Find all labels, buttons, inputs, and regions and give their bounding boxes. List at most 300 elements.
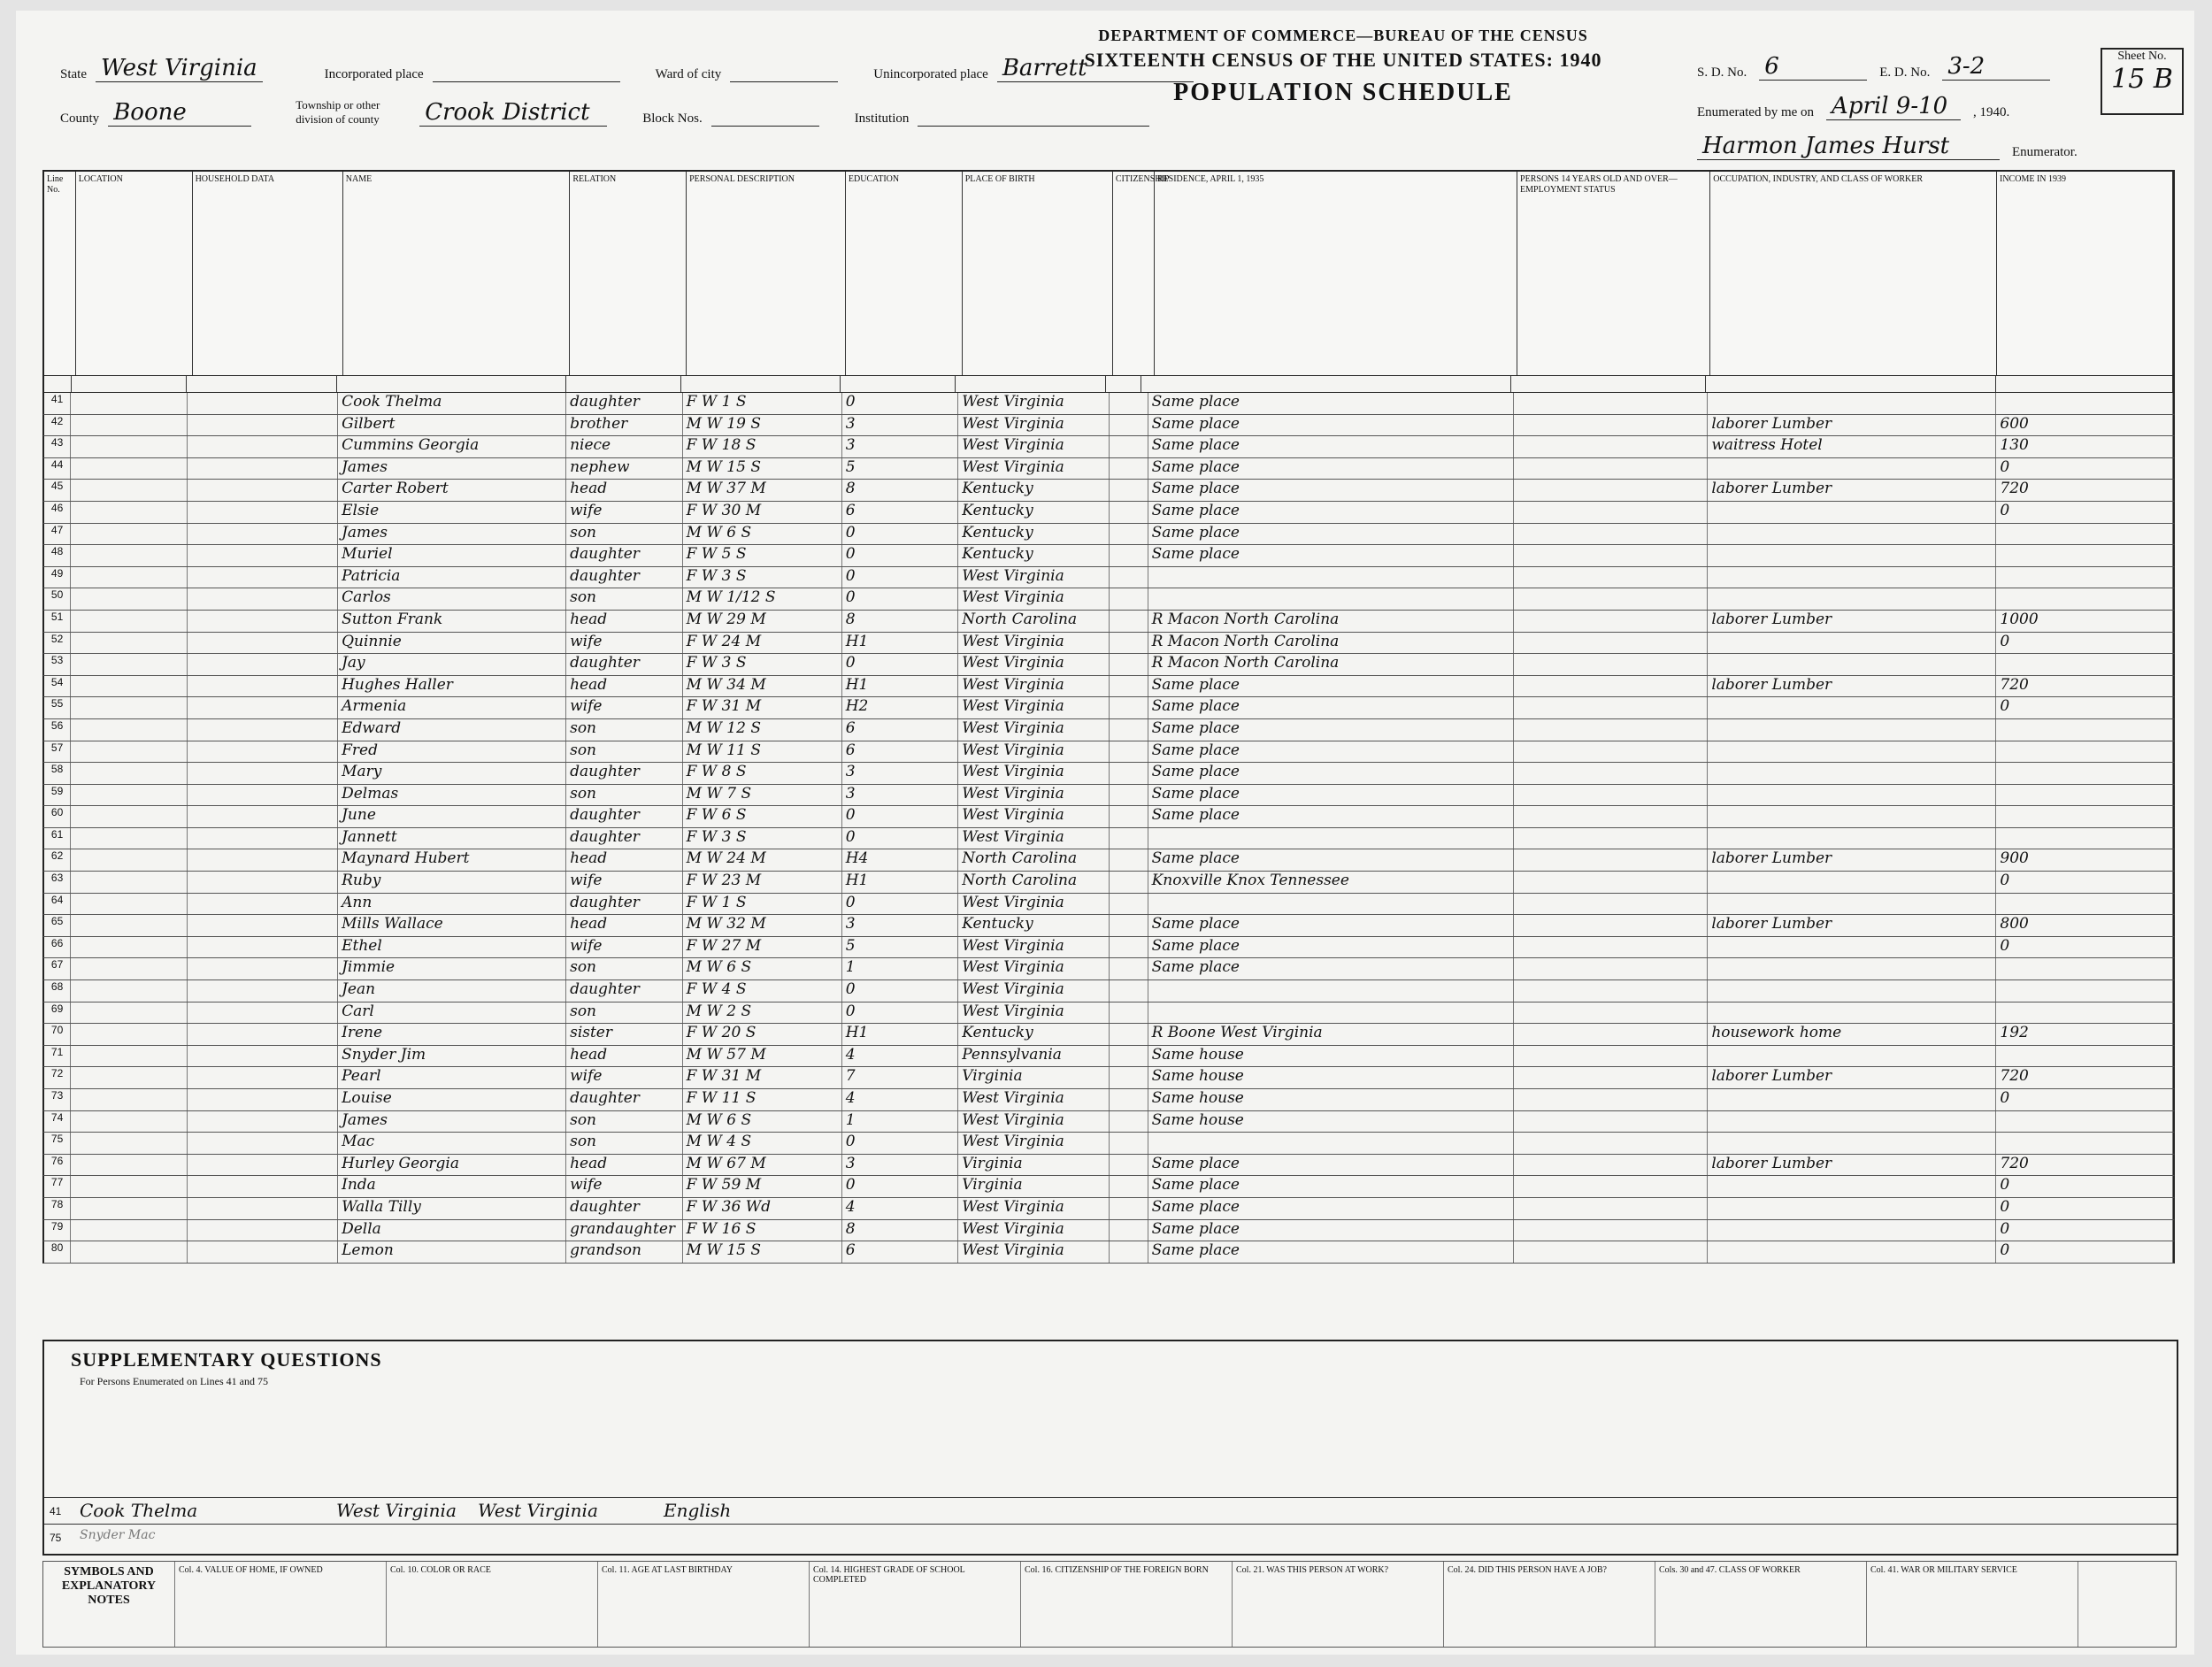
education-cell: 5: [842, 458, 959, 480]
residence-cell: Same place: [1148, 436, 1515, 457]
occupation-cell: [1708, 393, 1996, 414]
relation-cell: daughter: [566, 393, 683, 414]
occupation-cell: [1708, 1046, 1996, 1067]
birthplace-cell: Pennsylvania: [958, 1046, 1109, 1067]
household-cell: [188, 436, 338, 457]
column-header: RESIDENCE, APRIL 1, 1935: [1155, 172, 1517, 375]
income-cell: [1996, 719, 2173, 741]
name-cell: Pearl: [338, 1067, 566, 1088]
employment-cell: [1514, 958, 1708, 979]
occupation-cell: [1708, 1176, 1996, 1197]
personal-cell: F W 3 S: [683, 828, 842, 849]
column-number: [1141, 376, 1511, 392]
location-cell: [71, 697, 188, 718]
employment-cell: [1514, 1089, 1708, 1110]
citizenship-cell: [1110, 1111, 1148, 1133]
citizenship-cell: [1110, 958, 1148, 979]
household-cell: [188, 1046, 338, 1067]
relation-cell: wife: [566, 872, 683, 893]
personal-cell: F W 1 S: [683, 894, 842, 915]
citizenship-cell: [1110, 828, 1148, 849]
supp-name: Snyder Mac: [80, 1528, 156, 1542]
citizenship-cell: [1110, 1155, 1148, 1176]
line-number: 70: [44, 1024, 71, 1045]
personal-cell: M W 6 S: [683, 524, 842, 545]
residence-cell: Same house: [1148, 1089, 1515, 1110]
relation-cell: daughter: [566, 828, 683, 849]
relation-cell: head: [566, 480, 683, 501]
residence-cell: Same place: [1148, 545, 1515, 566]
table-row: [42, 785, 2175, 807]
table-row: [42, 849, 2175, 872]
employment-cell: [1514, 697, 1708, 718]
name-cell: Ethel: [338, 937, 566, 958]
education-cell: 0: [842, 654, 959, 675]
citizenship-cell: [1110, 676, 1148, 697]
location-cell: [71, 1198, 188, 1219]
personal-cell: M W 34 M: [683, 676, 842, 697]
citizenship-cell: [1110, 1176, 1148, 1197]
personal-cell: F W 11 S: [683, 1089, 842, 1110]
employment-cell: [1514, 654, 1708, 675]
line-number: 58: [44, 763, 71, 784]
citizenship-cell: [1110, 785, 1148, 806]
unincorporated-label: Unincorporated place: [873, 67, 988, 81]
personal-cell: M W 19 S: [683, 415, 842, 436]
location-cell: [71, 524, 188, 545]
occupation-cell: [1708, 567, 1996, 588]
birthplace-cell: West Virginia: [958, 588, 1109, 610]
income-cell: 720: [1996, 1155, 2173, 1176]
name-cell: Carter Robert: [338, 480, 566, 501]
column-header: OCCUPATION, INDUSTRY, AND CLASS OF WORKER: [1710, 172, 1997, 375]
column-header: RELATION: [570, 172, 687, 375]
citizenship-cell: [1110, 894, 1148, 915]
employment-cell: [1514, 633, 1708, 654]
education-cell: 4: [842, 1089, 959, 1110]
birthplace-cell: West Virginia: [958, 1003, 1109, 1024]
residence-cell: Same place: [1148, 719, 1515, 741]
household-cell: [188, 1241, 338, 1263]
name-cell: Cummins Georgia: [338, 436, 566, 457]
ward-label: Ward of city: [655, 67, 722, 81]
name-cell: Quinnie: [338, 633, 566, 654]
occupation-cell: [1708, 654, 1996, 675]
birthplace-cell: West Virginia: [958, 785, 1109, 806]
relation-cell: daughter: [566, 1089, 683, 1110]
income-cell: [1996, 654, 2173, 675]
personal-cell: M W 12 S: [683, 719, 842, 741]
household-cell: [188, 1220, 338, 1241]
relation-cell: daughter: [566, 545, 683, 566]
education-cell: H1: [842, 633, 959, 654]
household-cell: [188, 654, 338, 675]
relation-cell: daughter: [566, 980, 683, 1002]
line-number: 52: [44, 633, 71, 654]
name-cell: Jean: [338, 980, 566, 1002]
birthplace-cell: West Virginia: [958, 436, 1109, 457]
relation-cell: son: [566, 741, 683, 763]
citizenship-cell: [1110, 719, 1148, 741]
personal-cell: F W 20 S: [683, 1024, 842, 1045]
residence-cell: Same place: [1148, 697, 1515, 718]
name-cell: Patricia: [338, 567, 566, 588]
residence-cell: Same place: [1148, 1198, 1515, 1219]
relation-cell: son: [566, 785, 683, 806]
column-number: [956, 376, 1106, 392]
personal-cell: F W 4 S: [683, 980, 842, 1002]
table-row: [42, 458, 2175, 480]
citizenship-cell: [1110, 1003, 1148, 1024]
citizenship-cell: [1110, 1198, 1148, 1219]
township-value: Crook District: [419, 99, 607, 127]
occupation-cell: [1708, 1220, 1996, 1241]
personal-cell: M W 32 M: [683, 915, 842, 936]
residence-cell: Same place: [1148, 502, 1515, 523]
income-cell: 900: [1996, 849, 2173, 871]
occupation-cell: [1708, 741, 1996, 763]
occupation-cell: [1708, 763, 1996, 784]
table-row: [42, 1133, 2175, 1155]
household-cell: [188, 958, 338, 979]
citizenship-cell: [1110, 654, 1148, 675]
residence-cell: Same place: [1148, 849, 1515, 871]
employment-cell: [1514, 1198, 1708, 1219]
household-cell: [188, 524, 338, 545]
household-cell: [188, 1198, 338, 1219]
income-cell: [1996, 588, 2173, 610]
household-cell: [188, 719, 338, 741]
citizenship-cell: [1110, 697, 1148, 718]
residence-cell: R Boone West Virginia: [1148, 1024, 1515, 1045]
location-cell: [71, 1176, 188, 1197]
relation-cell: head: [566, 1155, 683, 1176]
personal-cell: F W 31 M: [683, 697, 842, 718]
location-cell: [71, 1241, 188, 1263]
education-cell: 3: [842, 415, 959, 436]
sheet-label: Sheet No.: [2117, 50, 2167, 63]
name-cell: Irene: [338, 1024, 566, 1045]
personal-cell: M W 15 S: [683, 458, 842, 480]
employment-cell: [1514, 872, 1708, 893]
header-right: [1697, 53, 2078, 173]
column-number: [1106, 376, 1142, 392]
employment-cell: [1514, 676, 1708, 697]
location-cell: [71, 393, 188, 414]
table-row: [42, 436, 2175, 458]
birthplace-cell: West Virginia: [958, 894, 1109, 915]
household-cell: [188, 633, 338, 654]
birthplace-cell: Virginia: [958, 1155, 1109, 1176]
residence-cell: [1148, 1133, 1515, 1154]
household-cell: [188, 1003, 338, 1024]
note-block: Col. 4. VALUE OF HOME, IF OWNED: [175, 1562, 387, 1647]
line-number: 68: [44, 980, 71, 1002]
line-number: 67: [44, 958, 71, 979]
census-title: SIXTEENTH CENSUS OF THE UNITED STATES: 1940: [1084, 49, 1602, 71]
residence-cell: R Macon North Carolina: [1148, 654, 1515, 675]
column-header: LOCATION: [76, 172, 193, 375]
birthplace-cell: West Virginia: [958, 697, 1109, 718]
household-cell: [188, 545, 338, 566]
enumerated-date: April 9-10: [1826, 93, 1961, 120]
line-number: 79: [44, 1220, 71, 1241]
household-cell: [188, 980, 338, 1002]
occupation-cell: laborer Lumber: [1708, 1067, 1996, 1088]
birthplace-cell: West Virginia: [958, 654, 1109, 675]
column-number: [187, 376, 337, 392]
table-row: [42, 1089, 2175, 1111]
education-cell: 0: [842, 980, 959, 1002]
name-cell: Edward: [338, 719, 566, 741]
occupation-cell: [1708, 1198, 1996, 1219]
household-cell: [188, 480, 338, 501]
relation-cell: head: [566, 676, 683, 697]
location-cell: [71, 1003, 188, 1024]
residence-cell: Same place: [1148, 480, 1515, 501]
name-cell: Mary: [338, 763, 566, 784]
line-number: 75: [44, 1133, 71, 1154]
personal-cell: M W 11 S: [683, 741, 842, 763]
citizenship-cell: [1110, 1220, 1148, 1241]
birthplace-cell: West Virginia: [958, 958, 1109, 979]
name-cell: Walla Tilly: [338, 1198, 566, 1219]
table-row: [42, 654, 2175, 676]
name-cell: Snyder Jim: [338, 1046, 566, 1067]
employment-cell: [1514, 480, 1708, 501]
relation-cell: son: [566, 1133, 683, 1154]
income-cell: [1996, 894, 2173, 915]
name-cell: Jannett: [338, 828, 566, 849]
explanatory-notes: [42, 1561, 2177, 1648]
location-cell: [71, 915, 188, 936]
line-number: 66: [44, 937, 71, 958]
line-number: 51: [44, 611, 71, 632]
birthplace-cell: West Virginia: [958, 1133, 1109, 1154]
column-number: [337, 376, 566, 392]
residence-cell: Same place: [1148, 958, 1515, 979]
residence-cell: Same house: [1148, 1111, 1515, 1133]
location-cell: [71, 872, 188, 893]
line-number: 56: [44, 719, 71, 741]
citizenship-cell: [1110, 611, 1148, 632]
location-cell: [71, 806, 188, 827]
income-cell: [1996, 567, 2173, 588]
household-cell: [188, 1155, 338, 1176]
birthplace-cell: Kentucky: [958, 545, 1109, 566]
table-row: [42, 915, 2175, 937]
name-cell: Louise: [338, 1089, 566, 1110]
education-cell: 8: [842, 480, 959, 501]
citizenship-cell: [1110, 980, 1148, 1002]
unincorporated-value: Barrett: [997, 55, 1194, 82]
relation-cell: daughter: [566, 567, 683, 588]
education-cell: 1: [842, 958, 959, 979]
line-number: 41: [44, 393, 71, 414]
name-cell: James: [338, 1111, 566, 1133]
column-header: EDUCATION: [846, 172, 963, 375]
education-cell: 0: [842, 588, 959, 610]
location-cell: [71, 958, 188, 979]
line-number: 49: [44, 567, 71, 588]
name-cell: Ruby: [338, 872, 566, 893]
supplementary-questions: [42, 1340, 2178, 1556]
enumerated-year: , 1940.: [1973, 105, 2010, 119]
ed-value: 3-2: [1942, 53, 2050, 81]
education-cell: 0: [842, 567, 959, 588]
residence-cell: [1148, 567, 1515, 588]
employment-cell: [1514, 415, 1708, 436]
column-number: [72, 376, 187, 392]
residence-cell: R Macon North Carolina: [1148, 611, 1515, 632]
employment-cell: [1514, 1024, 1708, 1045]
column-number: [1996, 376, 2173, 392]
birthplace-cell: West Virginia: [958, 633, 1109, 654]
location-cell: [71, 654, 188, 675]
occupation-cell: [1708, 958, 1996, 979]
citizenship-cell: [1110, 1024, 1148, 1045]
block-value: [711, 126, 819, 127]
employment-cell: [1514, 1003, 1708, 1024]
citizenship-cell: [1110, 1133, 1148, 1154]
name-cell: Maynard Hubert: [338, 849, 566, 871]
household-cell: [188, 1024, 338, 1045]
relation-cell: sister: [566, 1024, 683, 1045]
income-cell: [1996, 545, 2173, 566]
column-number: [1511, 376, 1705, 392]
note-block: Col. 10. COLOR OR RACE: [387, 1562, 598, 1647]
county-value: Boone: [108, 99, 251, 127]
personal-cell: M W 7 S: [683, 785, 842, 806]
personal-cell: F W 27 M: [683, 937, 842, 958]
name-cell: Mac: [338, 1133, 566, 1154]
supp-tongue: English: [664, 1500, 732, 1521]
education-cell: 0: [842, 393, 959, 414]
location-cell: [71, 458, 188, 480]
occupation-cell: [1708, 980, 1996, 1002]
residence-cell: [1148, 894, 1515, 915]
state-label: State: [60, 67, 87, 81]
line-number: 53: [44, 654, 71, 675]
table-row: [42, 567, 2175, 589]
name-cell: June: [338, 806, 566, 827]
personal-cell: M W 37 M: [683, 480, 842, 501]
relation-cell: wife: [566, 1067, 683, 1088]
education-cell: 8: [842, 1220, 959, 1241]
location-cell: [71, 849, 188, 871]
birthplace-cell: West Virginia: [958, 567, 1109, 588]
occupation-cell: [1708, 502, 1996, 523]
line-number: 76: [44, 1155, 71, 1176]
department-title: DEPARTMENT OF COMMERCE—BUREAU OF THE CENSUS: [1098, 27, 1588, 44]
institution-value: [918, 126, 1149, 127]
residence-cell: Same place: [1148, 458, 1515, 480]
schedule-title: POPULATION SCHEDULE: [1173, 79, 1513, 106]
location-cell: [71, 1089, 188, 1110]
table-row: [42, 588, 2175, 611]
name-cell: Gilbert: [338, 415, 566, 436]
relation-cell: wife: [566, 1176, 683, 1197]
employment-cell: [1514, 1046, 1708, 1067]
income-cell: [1996, 763, 2173, 784]
birthplace-cell: West Virginia: [958, 806, 1109, 827]
occupation-cell: [1708, 828, 1996, 849]
location-cell: [71, 894, 188, 915]
table-row: [42, 480, 2175, 502]
birthplace-cell: Virginia: [958, 1176, 1109, 1197]
personal-cell: M W 15 S: [683, 1241, 842, 1263]
location-cell: [71, 828, 188, 849]
birthplace-cell: West Virginia: [958, 980, 1109, 1002]
location-cell: [71, 763, 188, 784]
supp-father: West Virginia: [336, 1500, 457, 1521]
citizenship-cell: [1110, 806, 1148, 827]
income-cell: 0: [1996, 1220, 2173, 1241]
column-number: [841, 376, 956, 392]
education-cell: 3: [842, 785, 959, 806]
household-cell: [188, 458, 338, 480]
name-cell: Lemon: [338, 1241, 566, 1263]
household-cell: [188, 849, 338, 871]
citizenship-cell: [1110, 393, 1148, 414]
citizenship-cell: [1110, 937, 1148, 958]
ward-value: [730, 81, 838, 82]
birthplace-cell: West Virginia: [958, 415, 1109, 436]
occupation-cell: [1708, 1089, 1996, 1110]
location-cell: [71, 633, 188, 654]
supplementary-row: [44, 1524, 2177, 1551]
note-block: Col. 24. DID THIS PERSON HAVE A JOB?: [1444, 1562, 1655, 1647]
residence-cell: Same place: [1148, 1241, 1515, 1263]
education-cell: 1: [842, 1111, 959, 1133]
education-cell: 0: [842, 828, 959, 849]
income-cell: [1996, 958, 2173, 979]
employment-cell: [1514, 545, 1708, 566]
location-cell: [71, 1111, 188, 1133]
income-cell: 130: [1996, 436, 2173, 457]
supplementary-row: [44, 1497, 2177, 1525]
name-cell: James: [338, 458, 566, 480]
supp-line: 75: [50, 1532, 62, 1544]
occupation-cell: [1708, 633, 1996, 654]
line-number: 80: [44, 1241, 71, 1263]
name-cell: Della: [338, 1220, 566, 1241]
birthplace-cell: West Virginia: [958, 1241, 1109, 1263]
citizenship-cell: [1110, 545, 1148, 566]
occupation-cell: [1708, 588, 1996, 610]
column-header: CITIZENSHIP: [1113, 172, 1155, 375]
citizenship-cell: [1110, 436, 1148, 457]
relation-cell: son: [566, 1003, 683, 1024]
income-cell: 0: [1996, 633, 2173, 654]
household-cell: [188, 393, 338, 414]
line-number: 73: [44, 1089, 71, 1110]
relation-cell: son: [566, 719, 683, 741]
citizenship-cell: [1110, 872, 1148, 893]
residence-cell: Same place: [1148, 915, 1515, 936]
citizenship-cell: [1110, 1046, 1148, 1067]
education-cell: 4: [842, 1198, 959, 1219]
income-cell: 720: [1996, 480, 2173, 501]
name-cell: Carl: [338, 1003, 566, 1024]
citizenship-cell: [1110, 1067, 1148, 1088]
location-cell: [71, 676, 188, 697]
table-row: [42, 741, 2175, 764]
income-cell: 0: [1996, 1089, 2173, 1110]
location-cell: [71, 567, 188, 588]
form-title: [998, 27, 1688, 107]
personal-cell: F W 16 S: [683, 1220, 842, 1241]
